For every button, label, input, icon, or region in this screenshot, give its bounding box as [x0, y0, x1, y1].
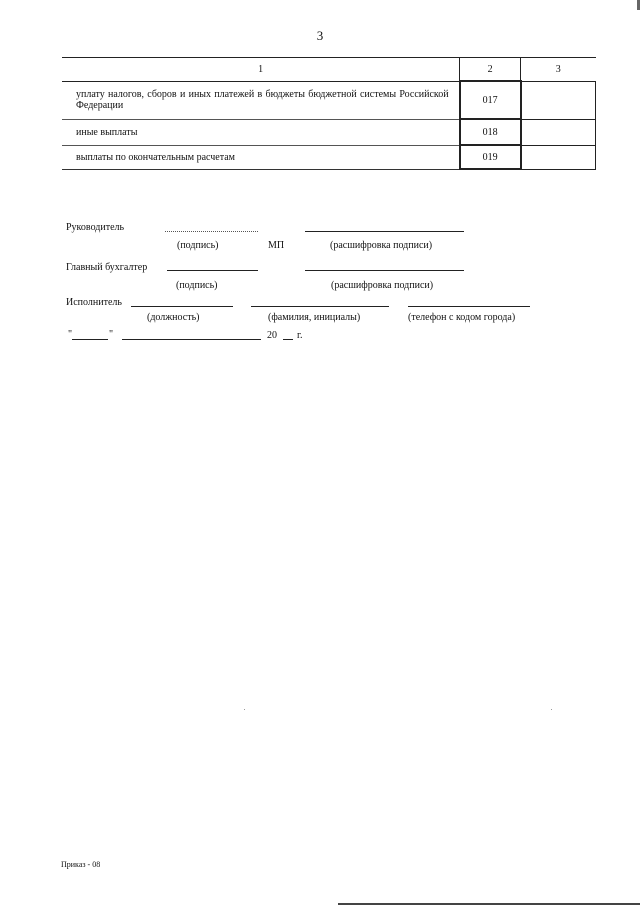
- date-quote-open: ": [68, 329, 73, 340]
- row-label: уплату налогов, сборов и иных платежей в бюджеты бюджетной системы Российской Федерации: [62, 81, 460, 119]
- chief-accountant-title: Главный бухгалтер: [66, 262, 148, 273]
- row-code: 019: [460, 145, 521, 169]
- head-signature-line[interactable]: [165, 231, 258, 232]
- row-label: выплаты по окончательным расчетам: [62, 145, 460, 169]
- row-value-cell[interactable]: [521, 81, 596, 119]
- chief-accountant-decoding-line[interactable]: [305, 270, 464, 271]
- head-decoding-caption: (расшифровка подписи): [330, 240, 433, 251]
- head-title: Руководитель: [66, 222, 125, 233]
- row-code: 017: [460, 81, 521, 119]
- row-code: 018: [460, 119, 521, 145]
- table-row: [62, 145, 596, 169]
- date-month-line[interactable]: [122, 339, 261, 340]
- executor-position-line[interactable]: [131, 306, 233, 307]
- scan-speck: [244, 709, 245, 710]
- row-value-cell[interactable]: [521, 145, 596, 169]
- column-header-2: 2: [460, 58, 521, 82]
- scan-speck: [551, 709, 552, 710]
- executor-position-caption: (должность): [147, 312, 200, 323]
- column-header-3: 3: [521, 58, 596, 82]
- date-year-prefix: 20: [267, 330, 277, 341]
- column-header-1: 1: [62, 58, 460, 82]
- page-number: 3: [316, 28, 324, 43]
- row-value-cell[interactable]: [521, 119, 596, 145]
- executor-name-line[interactable]: [251, 306, 389, 307]
- executor-phone-caption: (телефон с кодом города): [408, 312, 516, 323]
- head-decoding-line[interactable]: [305, 231, 464, 232]
- table-row: [62, 119, 596, 145]
- chief-accountant-decoding-caption: (расшифровка подписи): [331, 280, 434, 291]
- executor-title: Исполнитель: [66, 297, 122, 308]
- date-day-line[interactable]: [72, 339, 108, 340]
- table-row: [62, 81, 596, 119]
- stamp-label: МП: [268, 240, 285, 251]
- chief-accountant-signature-line[interactable]: [167, 270, 258, 271]
- executor-name-caption: (фамилия, инициалы): [268, 312, 361, 323]
- row-label: иные выплаты: [62, 119, 460, 145]
- order-reference: Приказ - 08: [61, 860, 101, 869]
- date-year-line[interactable]: [283, 339, 293, 340]
- executor-phone-line[interactable]: [408, 306, 530, 307]
- date-quote-close: ": [109, 329, 114, 340]
- report-table: [62, 57, 596, 170]
- date-year-suffix: г.: [297, 330, 303, 341]
- chief-accountant-signature-caption: (подпись): [176, 280, 218, 291]
- table-header-row: [62, 58, 596, 82]
- head-signature-caption: (подпись): [177, 240, 219, 251]
